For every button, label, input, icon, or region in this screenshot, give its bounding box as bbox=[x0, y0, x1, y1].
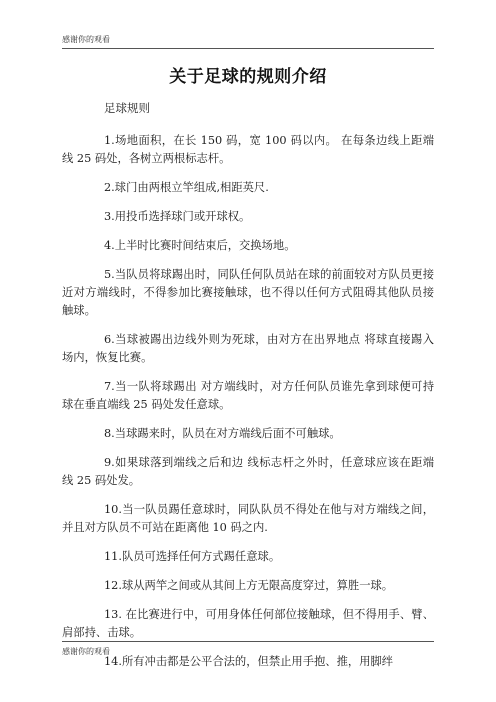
rule-paragraph: 1.场地面积，在长 150 码，宽 100 码以内。 在每条边线上距端线 25 码处，各树立两根标志杆。 bbox=[62, 134, 434, 165]
rule-paragraph: 7.当一队将球踢出 对方端线时，对方任何队员谁先拿到球便可持球在垂直端线 25 码处发任意球。 bbox=[62, 380, 434, 411]
rule-paragraph: 9.如果球落到端线之后和边 线标志杆之外时，任意球应该在距端线 25 码处发。 bbox=[62, 456, 434, 487]
rule-paragraph: 6.当球被踢出边线外则为死球，由对方在出界地点 将球直接踢入场内，恢复比赛。 bbox=[62, 333, 434, 364]
rule-paragraph: 3.用投币选择球门或开球权。 bbox=[104, 210, 251, 223]
rule-paragraph: 5.当队员将球踢出时，同队任何队员站在球的前面较对方队员更接近对方端线时，不得参加比赛接触球，也不得以任何方式阻碍其他队员接触球。 bbox=[62, 268, 434, 317]
rules-list bbox=[62, 132, 434, 682]
document-title: 关于足球的规则介绍 bbox=[169, 67, 327, 87]
rule-paragraph: 14.所有冲击都是公平合法的，但禁止用手抱、推，用脚绊 bbox=[104, 655, 394, 668]
rule-paragraph: 12.球从两竿之间或从其间上方无限高度穿过，算胜一球。 bbox=[104, 579, 394, 592]
section-heading: 足球规则 bbox=[104, 101, 150, 115]
footer-divider bbox=[62, 641, 434, 642]
rule-paragraph: 10.当一队员踢任意球时，同队队员不得处在他与对方端线之间，并且对方队员不可站在距离他 10 码之内. bbox=[62, 503, 434, 534]
rule-paragraph: 11.队员可选择任何方式踢任意球。 bbox=[104, 550, 281, 563]
page-footer: 感谢你的观看 bbox=[62, 647, 110, 656]
rule-paragraph: 4.上半时比赛时间结束后，交换场地。 bbox=[104, 239, 296, 252]
rule-paragraph: 2.球门由两根立竿组成,相距英尺. bbox=[104, 181, 269, 194]
rule-paragraph: 8.当球踢来时，队员在对方端线后面不可触球。 bbox=[104, 427, 341, 440]
rule-paragraph: 13. 在比赛进行中，可用身体任何部位接触球，但不得用手、臂、肩部持、击球。 bbox=[62, 608, 434, 639]
page-header: 感谢你的观看 bbox=[62, 35, 110, 44]
